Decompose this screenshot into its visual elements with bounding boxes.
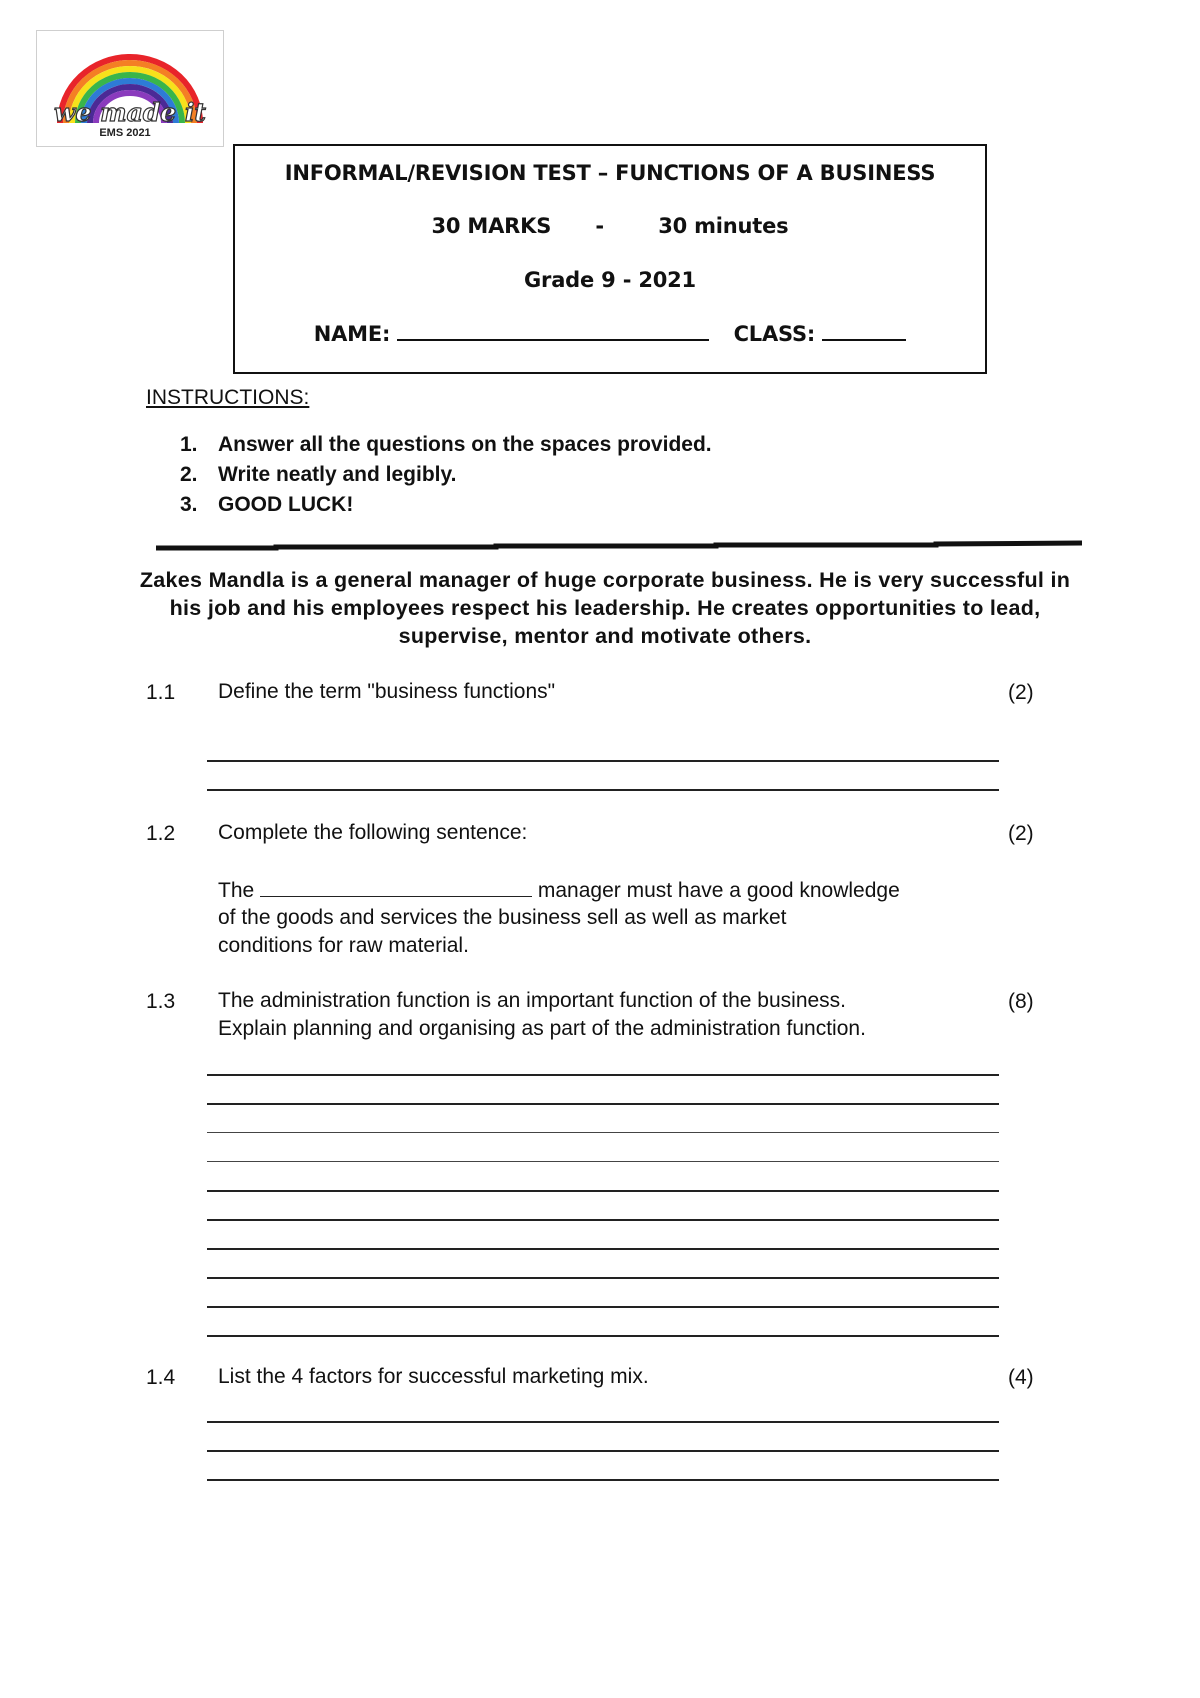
instruction-item: 3. GOOD LUCK! bbox=[180, 493, 354, 516]
answer-line[interactable] bbox=[207, 1306, 999, 1308]
marks-dash: - bbox=[595, 214, 604, 238]
sentence-line bbox=[218, 876, 900, 905]
sentence-end: manager must have a good knowledge bbox=[537, 879, 900, 902]
test-header-box bbox=[233, 144, 987, 374]
case-study-scenario: Zakes Mandla is a general manager of huge corporate business. He is very successful in his job and his employees respect his leadership. He creates opportunities to lead, supervise, mentor and motivate others. bbox=[139, 568, 1071, 648]
answer-line[interactable] bbox=[207, 1190, 999, 1192]
answer-line[interactable] bbox=[207, 1421, 999, 1423]
question-text: Define the term "business functions" bbox=[218, 680, 556, 703]
instruction-item: 1. Answer all the questions on the spaces provided. bbox=[180, 433, 712, 456]
instruction-item: 2. Write neatly and legibly. bbox=[180, 463, 457, 486]
sentence-line-3: conditions for raw material. bbox=[218, 934, 469, 957]
class-label: CLASS: bbox=[733, 322, 816, 346]
question-marks: (8) bbox=[1008, 990, 1034, 1013]
question-text: The administration function is an important function of the business. bbox=[218, 989, 847, 1012]
answer-line[interactable] bbox=[207, 760, 999, 762]
question-marks: (2) bbox=[1008, 822, 1034, 845]
instructions-title: INSTRUCTIONS: bbox=[146, 386, 310, 409]
sentence-start: The bbox=[218, 879, 255, 902]
name-field[interactable] bbox=[397, 321, 709, 341]
test-title: INFORMAL/REVISION TEST – FUNCTIONS OF A BUSINESS bbox=[284, 161, 936, 185]
logo-subtext: EMS 2021 bbox=[99, 127, 151, 139]
answer-line[interactable] bbox=[207, 1479, 999, 1481]
answer-line[interactable] bbox=[207, 789, 999, 791]
question-number: 1.3 bbox=[146, 990, 176, 1013]
question-number: 1.1 bbox=[146, 681, 176, 704]
duration: 30 minutes bbox=[658, 214, 789, 238]
answer-line[interactable] bbox=[207, 1335, 999, 1337]
question-marks: (4) bbox=[1008, 1366, 1034, 1389]
question-text: Complete the following sentence: bbox=[218, 821, 528, 844]
answer-line[interactable] bbox=[207, 1103, 999, 1105]
question-number: 1.4 bbox=[146, 1366, 176, 1389]
rainbow-icon bbox=[37, 31, 223, 146]
answer-line[interactable] bbox=[207, 1132, 999, 1133]
total-marks: 30 MARKS bbox=[431, 214, 552, 238]
answer-line[interactable] bbox=[207, 1450, 999, 1452]
sentence-line-2: of the goods and services the business sell as well as market bbox=[218, 906, 787, 929]
grade-year: Grade 9 - 2021 bbox=[524, 268, 696, 292]
answer-line[interactable] bbox=[207, 1074, 999, 1076]
answer-line[interactable] bbox=[207, 1161, 999, 1162]
school-logo bbox=[36, 30, 224, 147]
answer-line[interactable] bbox=[207, 1219, 999, 1221]
fill-in-blank[interactable] bbox=[260, 876, 532, 897]
question-marks: (2) bbox=[1008, 681, 1034, 704]
question-number: 1.2 bbox=[146, 822, 176, 845]
name-class-line bbox=[235, 321, 985, 346]
name-label: NAME: bbox=[313, 322, 391, 346]
answer-line[interactable] bbox=[207, 1277, 999, 1279]
question-text: List the 4 factors for successful marketing mix. bbox=[218, 1365, 649, 1388]
class-field[interactable] bbox=[822, 321, 906, 341]
logo-text: we made it bbox=[54, 98, 206, 127]
marks-duration-line bbox=[235, 214, 985, 238]
answer-line[interactable] bbox=[207, 1248, 999, 1250]
question-text-line-2: Explain planning and organising as part of the administration function. bbox=[218, 1017, 866, 1040]
